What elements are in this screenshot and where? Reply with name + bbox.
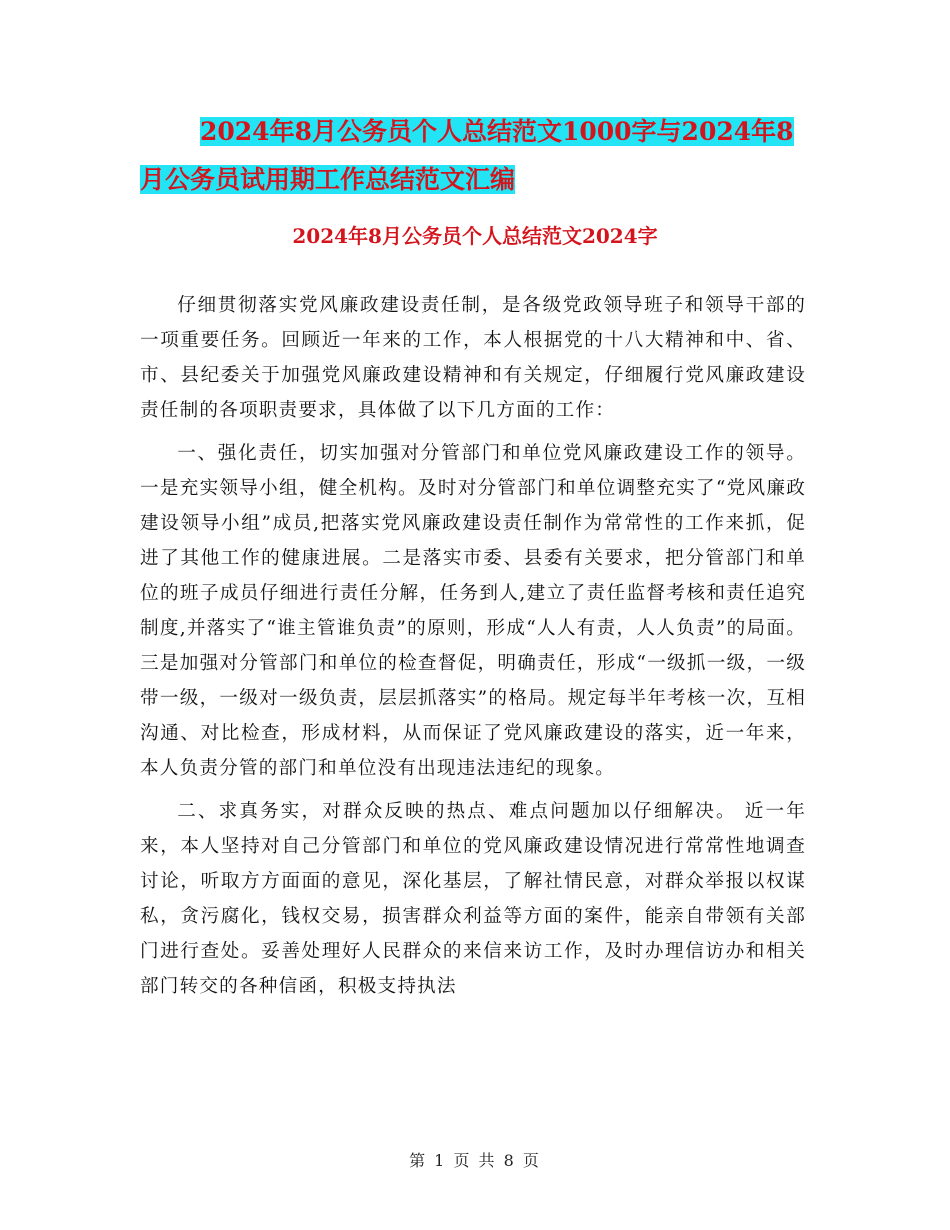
section-title: 2024年8月公务员个人总结范文2024字 xyxy=(292,224,658,248)
document-title xyxy=(140,108,830,204)
paragraph-section-1: 一、强化责任，切实加强对分管部门和单位党风廉政建设工作的领导。 一是充实领导小组，健全机构。及时对分管部门和单位调整充实了“党风廉政建设领导小组”成员,把落实党风廉政建设责任制作为常常性的工作来抓，促进了其他工作的健康进展。二是落实市委、县委有关要求，把分管部门和单位的班子成员仔细进行责任分解，任务到人,建立了责任监督考核和责任追究制度,并落实了“谁主管谁负责”的原则，形成“人人有责，人人负责”的局面。三是加强对分管部门和单位的检查督促，明确责任，形成“一级抓一级，一级带一级，一级对一级负责，层层抓落实”的格局。规定每半年考核一次，互相沟通、对比检查，形成材料，从而保证了党风廉政建设的落实，近一年来，本人负责分管的部门和单位没有出现违法违纪的现象。 xyxy=(140,443,806,779)
paragraph-intro: 仔细贯彻落实党风廉政建设责任制，是各级党政领导班子和领导干部的一项重要任务。回顾近一年来的工作，本人根据党的十八大精神和中、省、市、县纪委关于加强党风廉政建设精神和有关规定，仔细履行党风廉政建设责任制的各项职责要求，具体做了以下几方面的工作： xyxy=(140,295,806,421)
paragraph-section-2: 二、求真务实，对群众反映的热点、难点问题加以仔细解决。 近一年来，本人坚持对自己分管部门和单位的党风廉政建设情况进行常常性地调查讨论，听取方方面面的意见，深化基层，了解社情民意，对群众举报以权谋私，贪污腐化，钱权交易，损害群众利益等方面的案件，能亲自带领有关部门进行查处。妥善处理好人民群众的来信来访工作，及时办理信访办和相关部门转交的各种信函，积极支持执法 xyxy=(140,801,806,997)
page-footer: 第 1 页 共 8 页 xyxy=(409,1151,541,1170)
body-text xyxy=(140,288,806,1012)
title-line-1: 2024年8月公务员个人总结范文1000字与2024年8 xyxy=(200,117,794,146)
title-line-2: 月公务员试用期工作总结范文汇编 xyxy=(140,165,516,194)
